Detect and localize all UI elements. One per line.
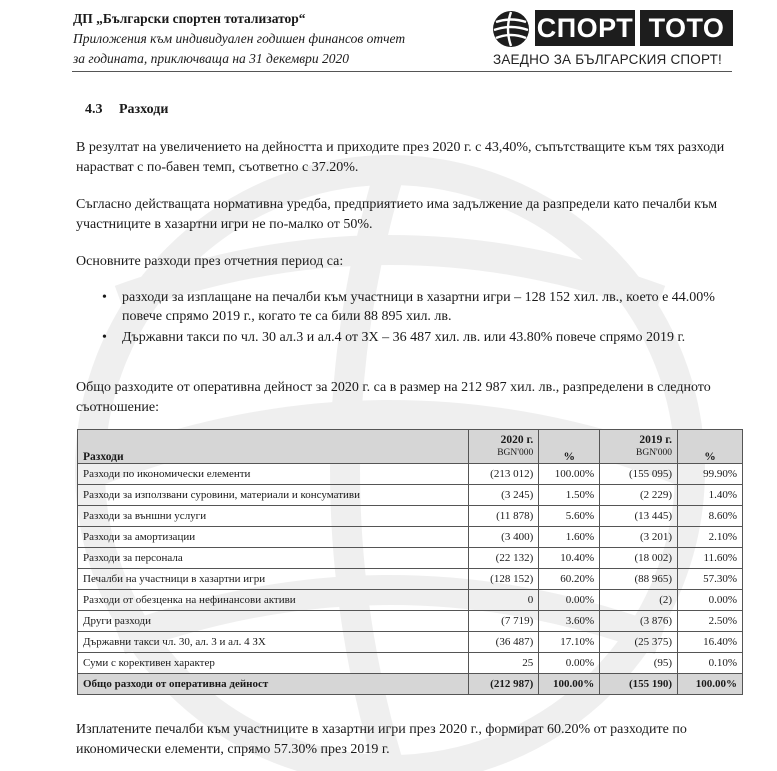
pct-2020: 1.60%	[539, 527, 600, 548]
row-label: Държавни такси чл. 30, ал. 3 и ал. 4 ЗХ	[78, 632, 469, 653]
pct-2019: 11.60%	[678, 548, 743, 569]
company-name: ДП „Български спортен тотализатор“	[73, 11, 306, 26]
value-2019: (2)	[600, 590, 678, 611]
pct-2020: 5.60%	[539, 506, 600, 527]
pct-2019: 99.90%	[678, 464, 743, 485]
logo-word-toto: ТОТО	[640, 10, 733, 46]
row-label: Разходи от обезценка на нефинансови активи	[78, 590, 469, 611]
value-2020: 25	[469, 653, 539, 674]
table-row	[78, 632, 743, 653]
year-label-2019: 2019 г.	[639, 433, 673, 446]
value-2019: (2 229)	[600, 485, 678, 506]
column-header-2020	[469, 430, 539, 464]
pct-2020: 0.00%	[539, 590, 600, 611]
row-label: Разходи за персонала	[78, 548, 469, 569]
pct-2019: 16.40%	[678, 632, 743, 653]
value-2019: (95)	[600, 653, 678, 674]
value-2019: (18 002)	[600, 548, 678, 569]
value-2020: (36 487)	[469, 632, 539, 653]
value-2020: (3 400)	[469, 527, 539, 548]
expenses-table	[77, 429, 743, 695]
value-2020: (22 132)	[469, 548, 539, 569]
table-row	[78, 611, 743, 632]
row-label: Разходи за амортизации	[78, 527, 469, 548]
report-subtitle-line1: Приложения към индивидуален годишен финансов отчет	[73, 31, 406, 46]
paragraph-total-operating: Общо разходите от оперативна дейност за 2020 г. са в размер на 212 987 хил. лв., разпределени в следното съотношение:	[76, 380, 711, 415]
table-row	[78, 527, 743, 548]
row-label: Печалби на участници в хазартни игри	[78, 569, 469, 590]
pct-2019: 8.60%	[678, 506, 743, 527]
row-label: Разходи за използвани суровини, материали и консумативи	[78, 485, 469, 506]
value-2020: (11 878)	[469, 506, 539, 527]
logo-word-sport: СПОРТ	[535, 10, 635, 46]
row-label: Разходи за външни услуги	[78, 506, 469, 527]
value-2020: (3 245)	[469, 485, 539, 506]
value-2020: (128 152)	[469, 569, 539, 590]
table-row	[78, 548, 743, 569]
column-header-2019	[600, 430, 678, 464]
pct-2020: 17.10%	[539, 632, 600, 653]
value-2019: (88 965)	[600, 569, 678, 590]
pct-2020: 10.40%	[539, 548, 600, 569]
column-header-pct-2019: %	[678, 430, 743, 464]
value-2020: 0	[469, 590, 539, 611]
table-total-row	[78, 674, 743, 695]
table-row	[78, 569, 743, 590]
sport-toto-ball-icon	[491, 9, 531, 49]
value-2019: (155 095)	[600, 464, 678, 485]
report-subtitle-line2: за годината, приключваща на 31 декември 2020	[73, 51, 350, 66]
list-item	[102, 288, 742, 326]
pct-2019: 0.00%	[678, 590, 743, 611]
bullet-text: Държавни такси по чл. 30 ал.3 и ал.4 от ЗХ – 36 487 хил. лв. или 43.80% повече спрямо 2019 г.	[122, 330, 686, 345]
total-value-2020: (212 987)	[469, 674, 539, 695]
pct-2019: 0.10%	[678, 653, 743, 674]
logo-tagline: ЗАЕДНО ЗА БЪЛГАРСКИЯ СПОРТ!	[493, 52, 723, 67]
table-header-row	[78, 430, 743, 464]
table-row	[78, 464, 743, 485]
bullet-text: разходи за изплащане на печалби към участници в хазартни игри – 128 152 хил. лв., което е 44.00% повече спрямо 2019 г., когато те са били 88 895 хил. лв.	[122, 290, 715, 324]
table-row	[78, 506, 743, 527]
row-label: Други разходи	[78, 611, 469, 632]
expense-bullet-list	[102, 288, 742, 349]
table-row	[78, 653, 743, 674]
value-2019: (13 445)	[600, 506, 678, 527]
section-number: 4.3	[85, 102, 103, 117]
pct-2020: 60.20%	[539, 569, 600, 590]
pct-2019: 2.10%	[678, 527, 743, 548]
row-label: Суми с корективен характер	[78, 653, 469, 674]
section-title: Разходи	[119, 102, 169, 117]
pct-2020: 3.60%	[539, 611, 600, 632]
value-2020: (7 719)	[469, 611, 539, 632]
total-value-2019: (155 190)	[600, 674, 678, 695]
column-header-expenses: Разходи	[78, 430, 469, 464]
total-pct-2020: 100.00%	[539, 674, 600, 695]
pct-2019: 57.30%	[678, 569, 743, 590]
table-row	[78, 485, 743, 506]
pct-2019: 1.40%	[678, 485, 743, 506]
paragraph-regulation: Съгласно действащата нормативна уредба, предприятието има задължение да разпредели като печалби към участниците в хазартни игри не по-малко от 50%.	[76, 197, 718, 232]
value-2019: (25 375)	[600, 632, 678, 653]
list-item	[102, 328, 742, 347]
year-label-2020: 2020 г.	[500, 433, 534, 446]
bullet-icon: •	[102, 290, 107, 305]
value-2019: (3 201)	[600, 527, 678, 548]
paragraph-growth: В резултат на увеличението на дейността и приходите през 2020 г. с 43,40%, съпътстващите към тях разходи нарастват с по-бавен темп, съответно с 37.20%.	[76, 140, 725, 175]
total-label: Общо разходи от оперативна дейност	[78, 674, 469, 695]
currency-label-2020: BGN'000	[497, 447, 534, 458]
pct-2020: 0.00%	[539, 653, 600, 674]
currency-label-2019: BGN'000	[636, 447, 673, 458]
paragraph-main-expenses: Основните разходи през отчетния период са:	[76, 254, 344, 269]
bullet-icon: •	[102, 330, 107, 345]
total-pct-2019: 100.00%	[678, 674, 743, 695]
pct-2020: 1.50%	[539, 485, 600, 506]
paragraph-winnings-share: Изплатените печалби към участниците в хазартни игри през 2020 г., формират 60.20% от разходите по икономически елементи, спрямо 57.30% през 2019 г.	[76, 722, 687, 757]
pct-2020: 100.00%	[539, 464, 600, 485]
row-label: Разходи по икономически елементи	[78, 464, 469, 485]
value-2020: (213 012)	[469, 464, 539, 485]
value-2019: (3 876)	[600, 611, 678, 632]
table-row	[78, 590, 743, 611]
sport-toto-logo	[491, 8, 733, 72]
column-header-pct-2020: %	[539, 430, 600, 464]
pct-2019: 2.50%	[678, 611, 743, 632]
